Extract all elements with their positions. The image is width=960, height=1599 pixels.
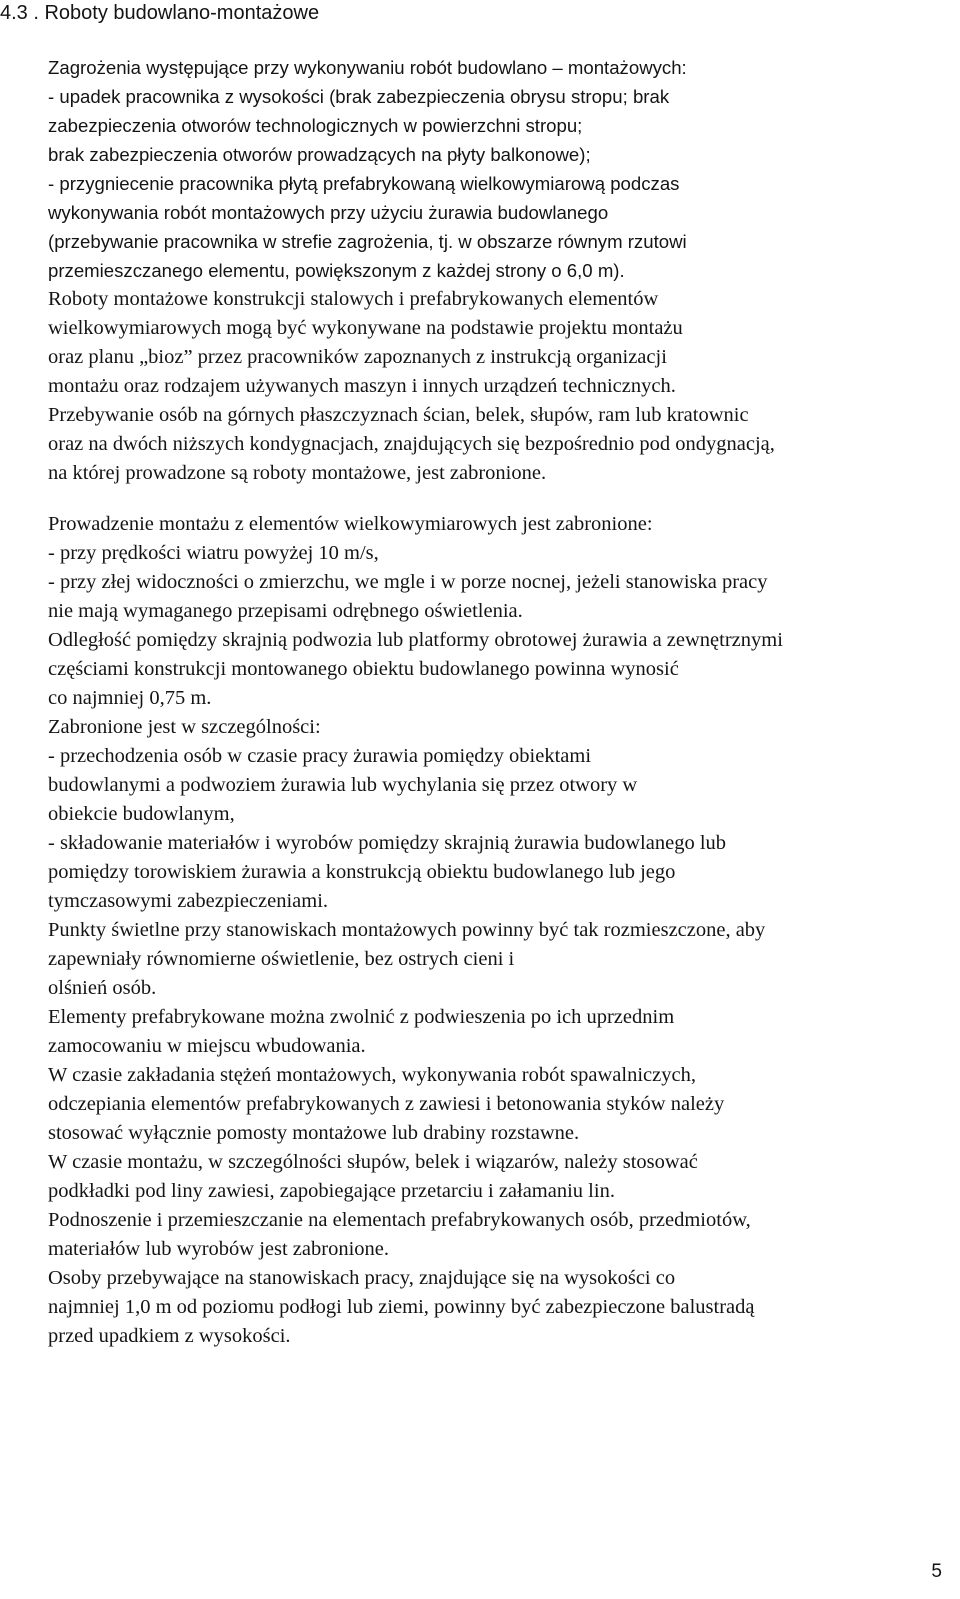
text-line: stosować wyłącznie pomosty montażowe lub drabiny rozstawne. <box>48 1122 580 1144</box>
text-line: olśnień osób. <box>48 977 157 999</box>
text-line: odczepiania elementów prefabrykowanych z zawiesi i betonowania styków należy <box>48 1093 725 1115</box>
text-line: materiałów lub wyrobów jest zabronione. <box>48 1238 390 1260</box>
text-line: Prowadzenie montażu z elementów wielkowymiarowych jest zabronione: <box>48 513 653 535</box>
text-line: Odległość pomiędzy skrajnią podwozia lub platformy obrotowej żurawia a zewnętrznymi <box>48 629 783 651</box>
text-line: - przy prędkości wiatru powyżej 10 m/s, <box>48 542 379 564</box>
text-line: Punkty świetlne przy stanowiskach montażowych powinny być tak rozmieszczone, aby <box>48 919 766 941</box>
text-line: Osoby przebywające na stanowiskach pracy, znajdujące się na wysokości co <box>48 1267 676 1289</box>
text-line: - przygniecenie pracownika płytą prefabrykowaną wielkowymiarową podczas <box>48 173 680 194</box>
text-line: - przechodzenia osób w czasie pracy żurawia pomiędzy obiektami <box>48 745 592 767</box>
prohibitions-paragraph <box>48 510 948 1351</box>
text-line: W czasie zakładania stężeń montażowych, wykonywania robót spawalniczych, <box>48 1064 696 1086</box>
text-line: wykonywania robót montażowych przy użyciu żurawia budowlanego <box>48 202 609 223</box>
assembly-rules-paragraph <box>48 285 948 488</box>
text-line: przed upadkiem z wysokości. <box>48 1325 291 1347</box>
text-line: budowlanymi a podwoziem żurawia lub wychylania się przez otwory w <box>48 774 638 796</box>
text-line: Przebywanie osób na górnych płaszczyznach ścian, belek, słupów, ram lub kratownic <box>48 404 749 426</box>
text-line: - składowanie materiałów i wyrobów pomiędzy skrajnią żurawia budowlanego lub <box>48 832 727 854</box>
text-line: zabezpieczenia otworów technologicznych w powierzchni stropu; <box>48 115 583 136</box>
text-line: (przebywanie pracownika w strefie zagrożenia, tj. w obszarze równym rzutowi <box>48 231 687 252</box>
text-line: podkładki pod liny zawiesi, zapobiegające przetarciu i załamaniu lin. <box>48 1180 615 1202</box>
hazards-paragraph <box>48 53 948 285</box>
text-line: obiekcie budowlanym, <box>48 803 235 825</box>
text-line: Zabronione jest w szczególności: <box>48 716 321 738</box>
text-line: oraz na dwóch niższych kondygnacjach, znajdujących się bezpośrednio pod ondygnacją, <box>48 433 775 455</box>
text-line: brak zabezpieczenia otworów prowadzących na płyty balkonowe); <box>48 144 591 165</box>
text-line: tymczasowymi zabezpieczeniami. <box>48 890 329 912</box>
text-line: częściami konstrukcji montowanego obiektu budowlanego powinna wynosić <box>48 658 679 680</box>
text-line: na której prowadzone są roboty montażowe, jest zabronione. <box>48 462 547 484</box>
text-line: wielkowymiarowych mogą być wykonywane na podstawie projektu montażu <box>48 317 683 339</box>
text-line: co najmniej 0,75 m. <box>48 687 212 709</box>
section-heading: 4.3 . Roboty budowlano-montażowe <box>0 2 320 24</box>
text-line: Zagrożenia występujące przy wykonywaniu robót budowlano – montażowych: <box>48 57 687 78</box>
text-line: pomiędzy torowiskiem żurawia a konstrukcją obiektu budowlanego lub jego <box>48 861 676 883</box>
text-line: zamocowaniu w miejscu wbudowania. <box>48 1035 366 1057</box>
text-line: montażu oraz rodzajem używanych maszyn i innych urządzeń technicznych. <box>48 375 676 397</box>
text-line: - upadek pracownika z wysokości (brak zabezpieczenia obrysu stropu; brak <box>48 86 670 107</box>
text-line: - przy złej widoczności o zmierzchu, we mgle i w porze nocnej, jeżeli stanowiska pracy <box>48 571 768 593</box>
text-line: przemieszczanego elementu, powiększonym z każdej strony o 6,0 m). <box>48 260 625 281</box>
text-line: najmniej 1,0 m od poziomu podłogi lub ziemi, powinny być zabezpieczone balustradą <box>48 1296 755 1318</box>
text-line: zapewniały równomierne oświetlenie, bez ostrych cieni i <box>48 948 515 970</box>
text-line: nie mają wymaganego przepisami odrębnego oświetlenia. <box>48 600 523 622</box>
text-line: Roboty montażowe konstrukcji stalowych i prefabrykowanych elementów <box>48 288 659 310</box>
text-line: W czasie montażu, w szczególności słupów, belek i wiązarów, należy stosować <box>48 1151 698 1173</box>
text-line: Podnoszenie i przemieszczanie na elementach prefabrykowanych osób, przedmiotów, <box>48 1209 751 1231</box>
page-number: 5 <box>931 1561 942 1582</box>
text-line: Elementy prefabrykowane można zwolnić z podwieszenia po ich uprzednim <box>48 1006 675 1028</box>
text-line: oraz planu „bioz” przez pracowników zapoznanych z instrukcją organizacji <box>48 346 667 368</box>
